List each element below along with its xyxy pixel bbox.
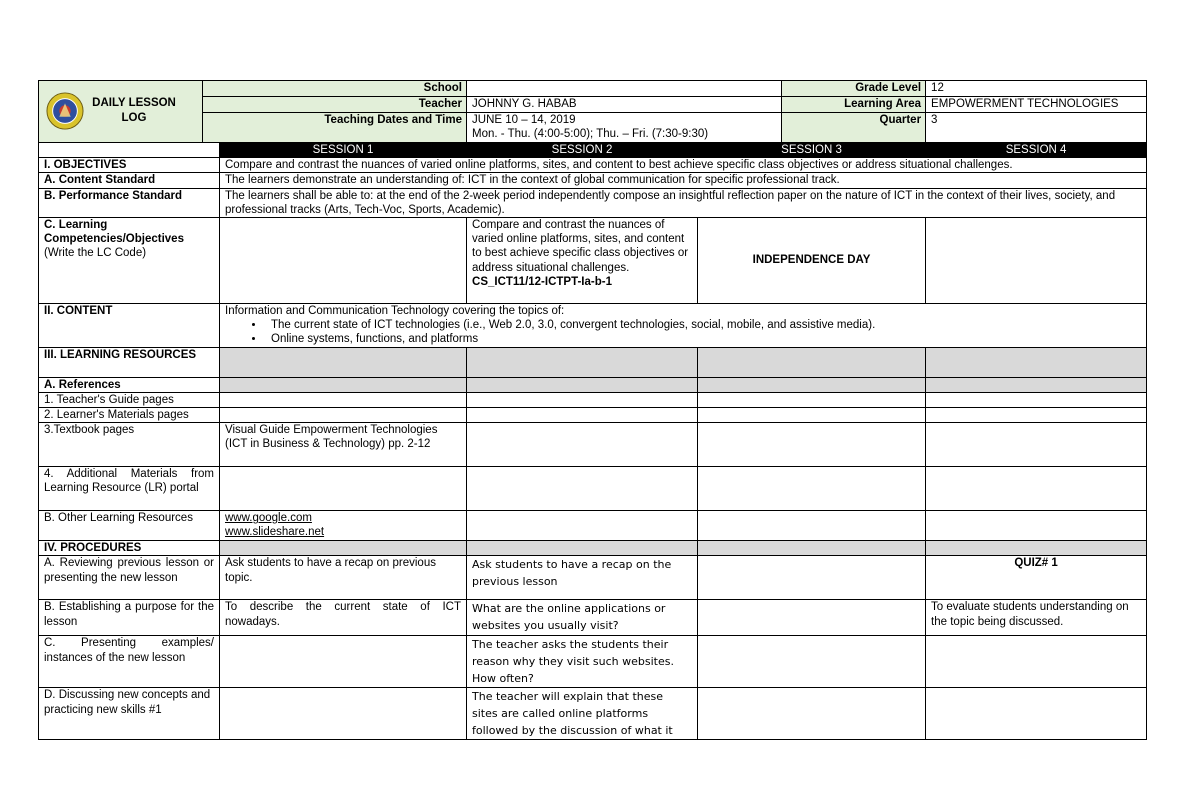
proc-c-s4 bbox=[926, 636, 1147, 688]
proc-b-s2: What are the online applications or websites you usually visit? bbox=[467, 600, 698, 636]
tg-label: 1. Teacher's Guide pages bbox=[39, 392, 220, 407]
proc-a-s1: Ask students to have a recap on previous topic. bbox=[220, 556, 467, 600]
dates-line-2: Mon. - Thu. (4:00-5:00); Thu. – Fri. (7:30-9:30) bbox=[472, 128, 709, 141]
slideshare-link[interactable]: www.slideshare.net bbox=[225, 526, 325, 539]
tb-s3 bbox=[698, 423, 926, 467]
gray-cell bbox=[467, 541, 698, 556]
competencies-s2 bbox=[467, 218, 698, 304]
session-3-header: SESSION 3 bbox=[698, 143, 926, 158]
dates-label: Teaching Dates and Time bbox=[203, 113, 467, 143]
other-s2 bbox=[467, 511, 698, 541]
gray-cell bbox=[698, 541, 926, 556]
proc-d-s3 bbox=[698, 688, 926, 740]
performance-standard-label: B. Performance Standard bbox=[39, 188, 220, 217]
proc-d-label: D. Discussing new concepts and practicing new skills #1 bbox=[39, 688, 220, 740]
lm-label: 2. Learner's Materials pages bbox=[39, 408, 220, 423]
content-intro: Information and Communication Technology covering the topics of: bbox=[225, 305, 565, 318]
proc-b-s3 bbox=[698, 600, 926, 636]
other-resources-label: B. Other Learning Resources bbox=[39, 511, 220, 541]
add-s2 bbox=[467, 467, 698, 511]
session-2-header: SESSION 2 bbox=[467, 143, 698, 158]
quiz-label: QUIZ# 1 bbox=[926, 556, 1147, 600]
competencies-s1 bbox=[220, 218, 467, 304]
add-s4 bbox=[926, 467, 1147, 511]
proc-b-label: B. Establishing a purpose for the lesson bbox=[39, 600, 220, 636]
area-label: Learning Area bbox=[782, 97, 926, 113]
content-list bbox=[225, 318, 1141, 346]
doc-title: DAILY LESSON LOG bbox=[92, 97, 176, 124]
content-cell bbox=[220, 304, 1147, 348]
competencies-label: C. Learning Competencies/Objectives bbox=[44, 219, 184, 246]
dates-line-1: JUNE 10 – 14, 2019 bbox=[472, 114, 576, 126]
tb-label: 3.Textbook pages bbox=[39, 423, 220, 467]
lm-s3 bbox=[698, 408, 926, 423]
session-header-blank bbox=[39, 143, 220, 158]
proc-b-s4: To evaluate students understanding on the topic being discussed. bbox=[926, 600, 1147, 636]
grade-label: Grade Level bbox=[782, 81, 926, 97]
proc-d-s4 bbox=[926, 688, 1147, 740]
content-standard-label: A. Content Standard bbox=[39, 173, 220, 188]
gray-cell bbox=[220, 347, 467, 377]
session-1-header: SESSION 1 bbox=[220, 143, 467, 158]
content-bullet: • Online systems, functions, and platforms bbox=[265, 332, 1141, 346]
quarter-value: 3 bbox=[926, 113, 1147, 143]
grade-value: 12 bbox=[926, 81, 1147, 97]
competencies-label-cell bbox=[39, 218, 220, 304]
lm-s2 bbox=[467, 408, 698, 423]
proc-c-s3 bbox=[698, 636, 926, 688]
lc-code-note: (Write the LC Code) bbox=[44, 247, 147, 260]
tg-s4 bbox=[926, 392, 1147, 407]
tg-s3 bbox=[698, 392, 926, 407]
proc-a-label: A. Reviewing previous lesson or presenting the new lesson bbox=[39, 556, 220, 600]
proc-c-s1 bbox=[220, 636, 467, 688]
other-s4 bbox=[926, 511, 1147, 541]
doc-title-cell bbox=[39, 81, 203, 143]
objectives-text: Compare and contrast the nuances of varied online platforms, sites, and content to best achieve specific class objectives or address situational challenges. bbox=[220, 158, 1147, 173]
other-s1 bbox=[220, 511, 467, 541]
competencies-s2-text: Compare and contrast the nuances of varied online platforms, sites, and content to best achieve specific class objectives or address situational challenges. bbox=[472, 219, 689, 274]
lm-s4 bbox=[926, 408, 1147, 423]
competencies-s4 bbox=[926, 218, 1147, 304]
gray-cell bbox=[220, 541, 467, 556]
content-bullet: • The current state of ICT technologies (i.e., Web 2.0, 3.0, convergent technologies, social, mobile, and assistive media). bbox=[265, 318, 1141, 332]
gray-cell bbox=[467, 377, 698, 392]
teacher-value: JOHNNY G. HABAB bbox=[467, 97, 782, 113]
lesson-log-page bbox=[38, 80, 1146, 740]
school-value bbox=[467, 81, 782, 97]
lm-s1 bbox=[220, 408, 467, 423]
procedures-label: IV. PROCEDURES bbox=[39, 541, 220, 556]
gray-cell bbox=[926, 347, 1147, 377]
additional-materials-label: 4. Additional Materials from Learning Resource (LR) portal bbox=[39, 467, 220, 511]
proc-d-s1 bbox=[220, 688, 467, 740]
gray-cell bbox=[698, 347, 926, 377]
proc-d-s2: The teacher will explain that these sites are called online platforms followed by the discussion of what it bbox=[467, 688, 698, 740]
other-s3 bbox=[698, 511, 926, 541]
add-s3 bbox=[698, 467, 926, 511]
content-standard-text: The learners demonstrate an understanding of: ICT in the context of global communication for specific professional track. bbox=[220, 173, 1147, 188]
content-label: II. CONTENT bbox=[39, 304, 220, 348]
resources-label: III. LEARNING RESOURCES bbox=[39, 347, 220, 377]
gray-cell bbox=[467, 347, 698, 377]
references-label: A. References bbox=[39, 377, 220, 392]
gray-cell bbox=[220, 377, 467, 392]
gray-cell bbox=[926, 377, 1147, 392]
teacher-label: Teacher bbox=[203, 97, 467, 113]
tb-s4 bbox=[926, 423, 1147, 467]
google-link[interactable]: www.google.com bbox=[225, 512, 312, 525]
lesson-log-table bbox=[38, 80, 1147, 740]
proc-a-s2: Ask students to have a recap on the previous lesson bbox=[467, 556, 698, 600]
objectives-label: I. OBJECTIVES bbox=[39, 158, 220, 173]
school-label: School bbox=[203, 81, 467, 97]
deped-seal-icon bbox=[46, 92, 84, 130]
tg-s2 bbox=[467, 392, 698, 407]
area-value: EMPOWERMENT TECHNOLOGIES bbox=[926, 97, 1147, 113]
proc-c-s2: The teacher asks the students their reason why they visit such websites. How often? bbox=[467, 636, 698, 688]
tb-s1: Visual Guide Empowerment Technologies (ICT in Business & Technology) pp. 2-12 bbox=[220, 423, 467, 467]
performance-standard-text: The learners shall be able to: at the end of the 2-week period independently compose an insightful reflection paper on the nature of ICT in the context of their lives, society, and professional tracks (Arts, Tech-Voc, Sports, Academic). bbox=[220, 188, 1147, 217]
dates-value bbox=[467, 113, 782, 143]
tb-s2 bbox=[467, 423, 698, 467]
session-4-header: SESSION 4 bbox=[926, 143, 1147, 158]
proc-a-s3 bbox=[698, 556, 926, 600]
add-s1 bbox=[220, 467, 467, 511]
proc-b-s1: To describe the current state of ICT nowadays. bbox=[220, 600, 467, 636]
gray-cell bbox=[926, 541, 1147, 556]
lc-code: CS_ICT11/12-ICTPT-Ia-b-1 bbox=[472, 275, 612, 288]
tg-s1 bbox=[220, 392, 467, 407]
gray-cell bbox=[698, 377, 926, 392]
independence-day: INDEPENDENCE DAY bbox=[698, 218, 926, 304]
quarter-label: Quarter bbox=[782, 113, 926, 143]
proc-c-label: C. Presenting examples/ instances of the new lesson bbox=[39, 636, 220, 688]
